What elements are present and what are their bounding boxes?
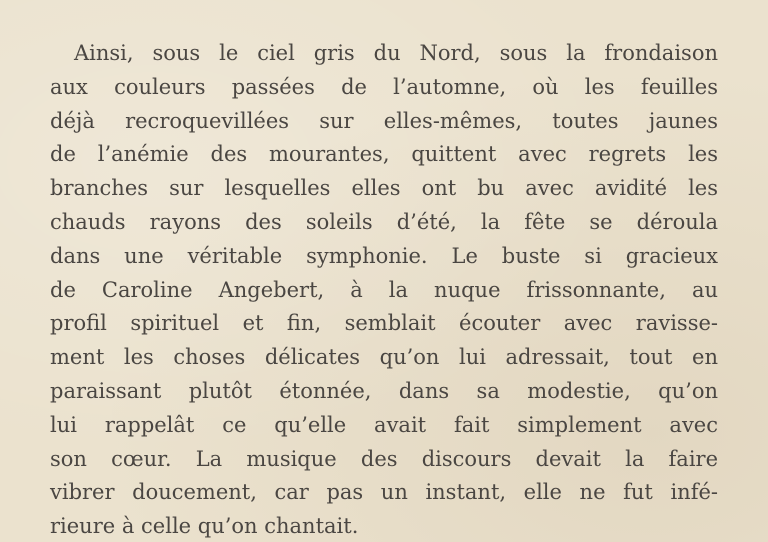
text-line: vibrer doucement, car pas un instant, elle ne fut infé- bbox=[50, 480, 718, 505]
text-line: de l’anémie des mourantes, quittent avec regrets les bbox=[50, 142, 718, 167]
text-line: de Caroline Angebert, à la nuque frissonnante, au bbox=[50, 277, 718, 302]
text-line: chauds rayons des soleils d’été, la fête se déroula bbox=[50, 209, 718, 234]
text-line: dans une véritable symphonie. Le buste si gracieux bbox=[50, 243, 718, 268]
text-line: lui rappelât ce qu’elle avait fait simplement avec bbox=[50, 412, 718, 437]
body-paragraph bbox=[50, 37, 718, 542]
text-line: Ainsi, sous le ciel gris du Nord, sous la frondaison bbox=[74, 41, 718, 65]
text-line: paraissant plutôt étonnée, dans sa modestie, qu’on bbox=[50, 378, 718, 403]
text-line: déjà recroquevillées sur elles-mêmes, toutes jaunes bbox=[50, 108, 718, 133]
text-line: profil spirituel et fin, semblait écouter avec ravisse- bbox=[50, 311, 718, 336]
text-line: ment les choses délicates qu’on lui adressait, tout en bbox=[50, 345, 718, 370]
text-line: son cœur. La musique des discours devait la faire bbox=[50, 446, 718, 471]
text-line: rieure à celle qu’on chantait. bbox=[50, 514, 359, 539]
text-line: aux couleurs passées de l’automne, où les feuilles bbox=[50, 74, 718, 99]
text-line: branches sur lesquelles elles ont bu avec avidité les bbox=[50, 176, 718, 201]
